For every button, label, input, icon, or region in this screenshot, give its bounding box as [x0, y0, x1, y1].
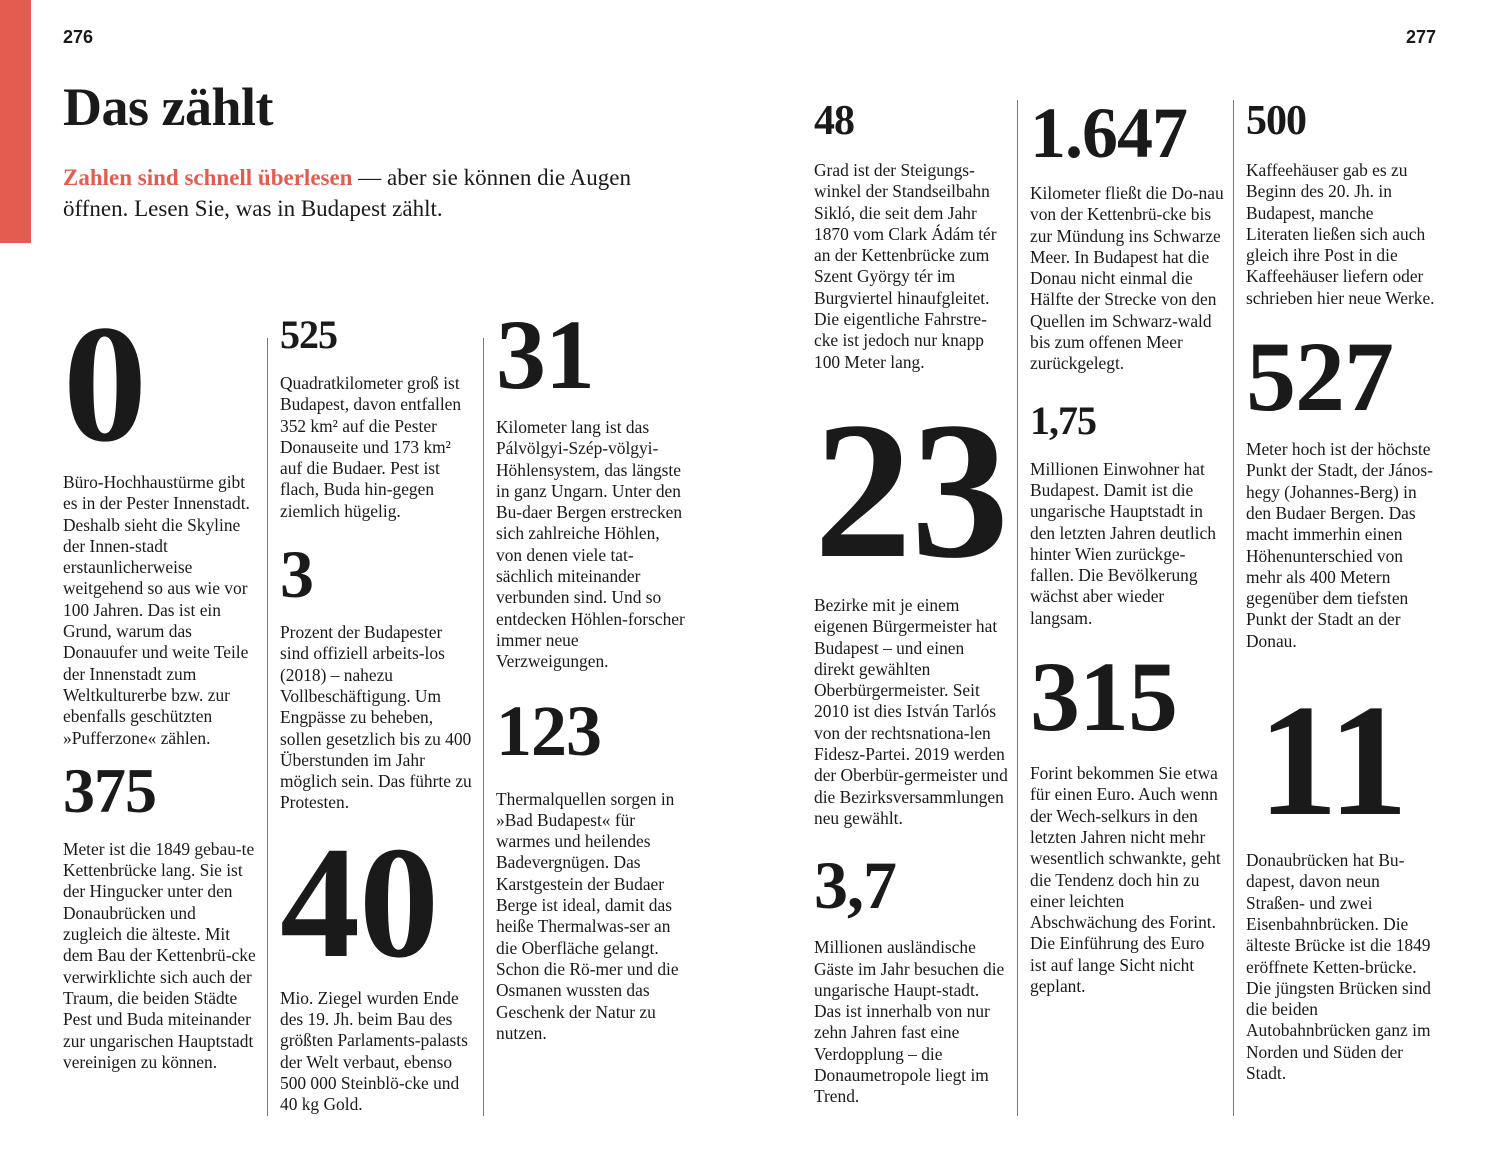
fact-number: 3 — [280, 536, 313, 613]
fact-text: Mio. Ziegel wurden Ende des 19. Jh. beim Bau des größten Parlaments-palasts der Welt verbaut, ebenso 500 000 Steinblö-cke und 40 kg Gold. — [280, 987, 468, 1115]
fact-text: Kilometer fließt die Do-nau von der Kettenbrü-cke bis zur Mündung ins Schwarze Meer. In Budapest hat die Donau nicht einmal die Hälfte der Strecke von den Quellen im Schwarz-wald bis zum offenen Meer zurückgelegt. — [1030, 183, 1224, 374]
page-number-left: 276 — [63, 27, 94, 47]
fact-number: 375 — [63, 754, 156, 826]
fact-number: 11 — [1258, 671, 1408, 850]
fact-text: Forint bekommen Sie etwa für einen Euro. Auch wenn der Wech-selkurs in den letzten Jahren nicht mehr wesentlich schwankte, geht die Tendenz doch hin zu einer leichten Abschwächung des Forint. Die Einführung des Euro ist auf lange Sicht nicht geplant. — [1030, 763, 1221, 997]
fact-number: 31 — [496, 299, 594, 410]
fact-text: Millionen ausländische Gäste im Jahr besuchen die ungarische Haupt-stadt. Das ist innerhalb von nur zehn Jahren fast eine Verdopplung – die Donaumetropole liegt im Trend. — [814, 937, 1005, 1107]
column-rule — [1233, 100, 1234, 1116]
page-title: Das zählt — [63, 77, 273, 137]
intro-rest: — aber sie können die Augen öffnen. Lesen Sie, was in Budapest zählt. — [63, 165, 631, 221]
fact-text: Grad ist der Steigungs-winkel der Standseilbahn Sikló, die seit dem Jahr 1870 vom Clark Ádám tér an der Kettenbrücke zum Szent György tér im Burgviertel hinaufgleitet. Die eigentliche Fahrstre-cke ist jedoch nur knapp 100 Meter lang. — [814, 160, 997, 372]
column-6 — [1246, 100, 1440, 1084]
column-5 — [1030, 93, 1224, 997]
intro-highlight: Zahlen sind schnell überlesen — [63, 165, 353, 190]
column-rule — [1017, 100, 1018, 1116]
intro-text — [63, 162, 663, 224]
fact-number: 48 — [814, 98, 854, 144]
fact-number: 3,7 — [814, 847, 896, 924]
accent-bar — [0, 0, 31, 243]
fact-text: Prozent der Budapester sind offiziell arbeits-los (2018) – nahezu Vollbeschäftigung. Um Engpässe zu beheben, sollen gesetzlich bis zu 400 Überstunden im Jahr möglich sein. Das führte zu Protesten. — [280, 622, 472, 813]
fact-text: Kaffeehäuser gab es zu Beginn des 20. Jh. in Budapest, manche Literaten ließen sich auch gleich ihre Post in die Kaffeehäuser liefern oder schrieben hier neue Werke. — [1246, 160, 1435, 308]
fact-text: Quadratkilometer groß ist Budapest, davon entfallen 352 km² auf die Pester Donauseite und 173 km² auf die Budaer. Pest ist flach, Buda hin-gegen ziemlich hügelig. — [280, 373, 462, 521]
fact-number: 0 — [63, 291, 146, 477]
page-number-right: 277 — [1406, 27, 1437, 47]
fact-number: 1,75 — [1030, 397, 1096, 443]
fact-text: Meter ist die 1849 gebau-te Kettenbrücke lang. Sie ist der Hingucker unter den Donaubrücken und zugleich die älteste. Mit dem Bau der Kettenbrü-cke verwirklichte sich auch der Traum, die beiden Städte Pest und Buda miteinander zur ungarischen Hauptstadt vereinigen zu können. — [63, 838, 256, 1072]
fact-text: Bezirke mit je einem eigenen Bürgermeister hat Budapest – und einen direkt gewählten Oberbürgermeister. Seit 2010 ist dies István Tarlós von der rechtsnationa-len Fidesz-Partei. 2019 werden der Oberbür-germeister und die Bezirksversammlungen neu gewählt. — [814, 594, 1008, 828]
fact-text: Büro-Hochhaustürme gibt es in der Pester Innenstadt. Deshalb sieht die Skyline der Innen-stadt erstaunlicherweise weitgehend so aus wie vor 100 Jahren. Das ist ein Grund, warum das Donauufer und weite Teile der Innenstadt zum Weltkulturerbe bzw. zur ebenfalls geschützten »Pufferzone« zählen. — [63, 472, 250, 748]
fact-number: 40 — [280, 812, 438, 991]
fact-number: 527 — [1246, 321, 1393, 433]
fact-text: Millionen Einwohner hat Budapest. Damit ist die ungarische Hauptstadt in den letzten Jahren deutlich hinter Wien zurückge-fallen. Die Bevölkerung wächst aber wieder langsam. — [1030, 458, 1216, 628]
column-rule — [267, 338, 268, 1116]
fact-number: 1.647 — [1030, 93, 1187, 173]
fact-text: Meter hoch ist der höchste Punkt der Stadt, der János-hegy (Johannes-Berg) in den Budaer Bergen. Das macht immerhin einen Höhenunterschied von mehr als 400 Metern gegenüber dem tiefsten Punkt der Stadt an der Donau. — [1246, 439, 1433, 651]
fact-number: 500 — [1246, 98, 1306, 144]
fact-number: 525 — [280, 312, 337, 357]
column-1 — [63, 291, 257, 1073]
fact-number: 23 — [814, 381, 1008, 599]
column-2 — [280, 312, 474, 1116]
fact-text: Thermalquellen sorgen in »Bad Budapest« für warmes und heilendes Badevergnügen. Das Karstgestein der Budaer Berge ist ideal, damit das heiße Thermalwas-ser an die Oberfläche gelangt. Schon die Rö-mer und die Osmanen wussten das Geschenk der Natur zu nutzen. — [496, 788, 679, 1043]
fact-text: Donaubrücken hat Bu-dapest, davon neun Straßen- und zwei Eisenbahnbrücken. Die älteste Brücke ist die 1849 eröffnete Ketten-brücke. Die jüngsten Brücken sind die beiden Autobahnbrücken ganz im Norden und Süden der Stadt. — [1246, 850, 1431, 1084]
fact-number: 315 — [1030, 641, 1177, 753]
column-3 — [496, 299, 690, 1044]
fact-text: Kilometer lang ist das Pálvölgyi-Szép-völgyi-Höhlensystem, das längste in ganz Ungarn. Unter den Bu-daer Bergen erstrecken sich zahlreiche Höhlen, von denen viele tat-sächlich miteinander verbunden sind. Und so entdecken Höhlen-forscher immer neue Verzweigungen. — [496, 417, 685, 672]
column-4 — [814, 100, 1008, 1108]
fact-number: 123 — [496, 690, 601, 771]
column-rule — [483, 338, 484, 1116]
